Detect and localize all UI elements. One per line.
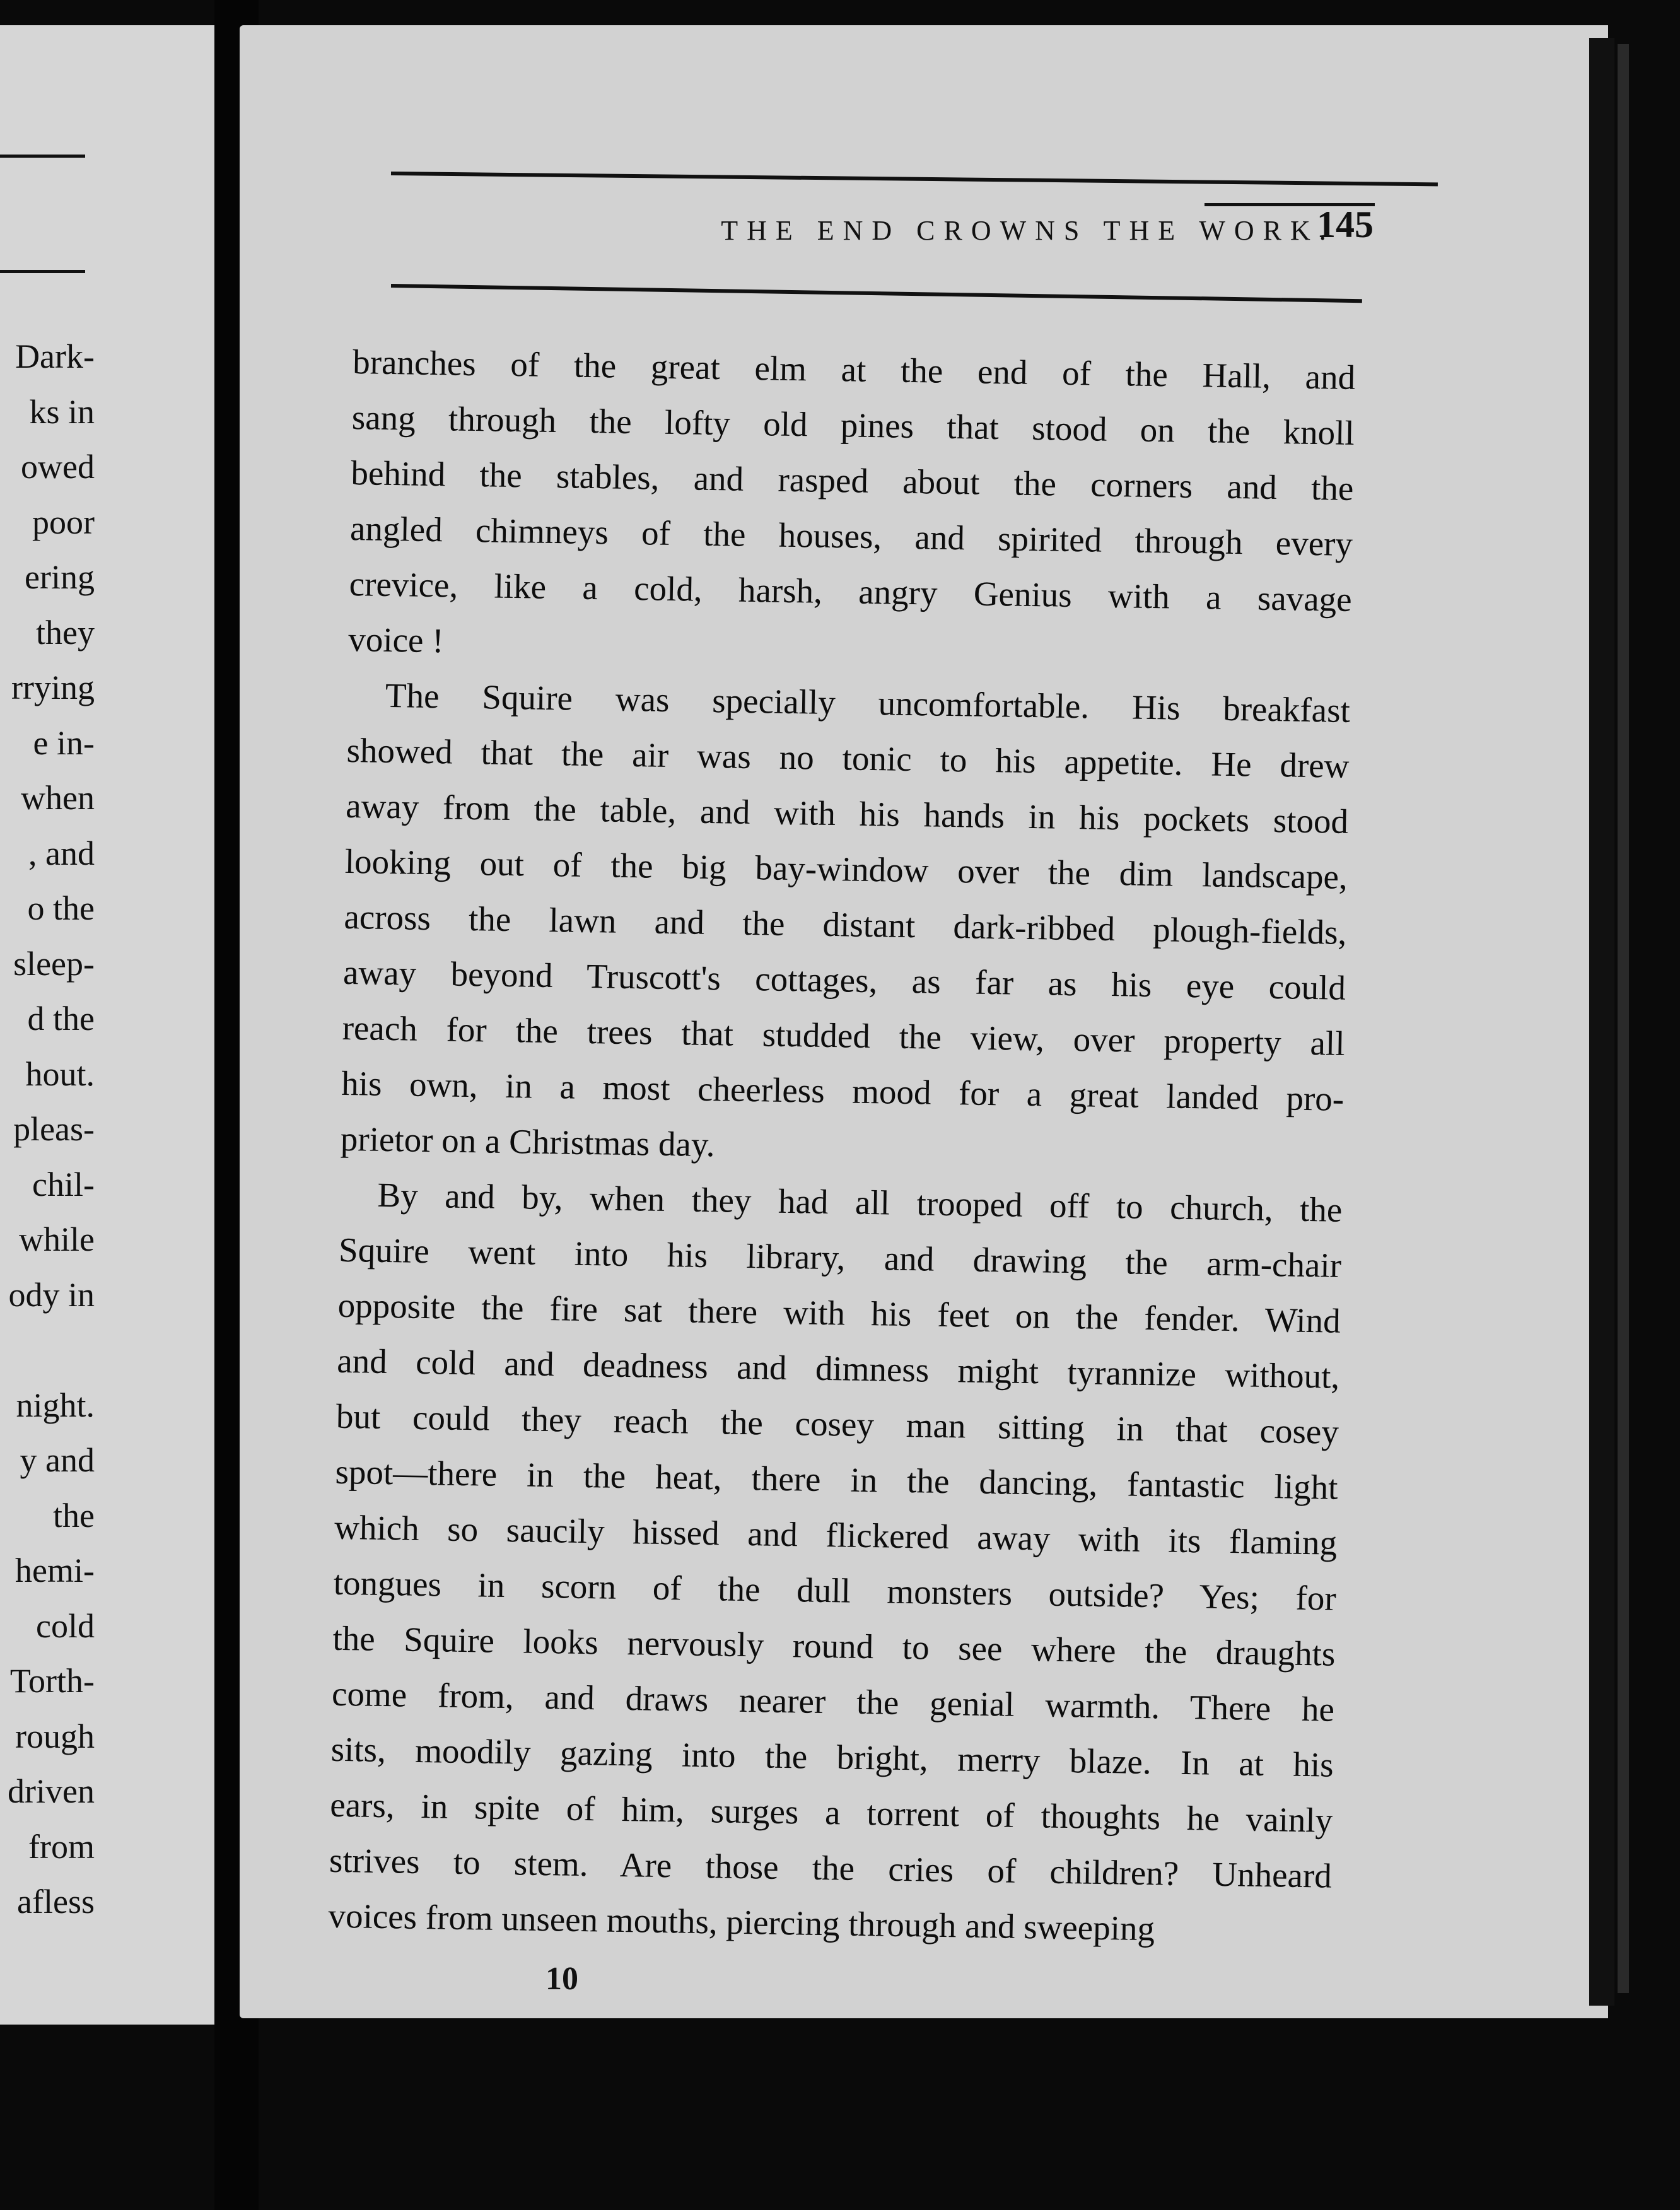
- left-page-line-fragment: hout.: [25, 1055, 95, 1093]
- text-line: angled chimneys of the houses, and spirited through every: [349, 508, 1353, 563]
- left-page-line-fragment: owed: [21, 448, 95, 486]
- left-facing-page: [0, 25, 214, 2025]
- text-line: across the lawn and the distant dark-ribbed plough-fields,: [344, 897, 1347, 952]
- text-line: branches of the great elm at the end of the Hall, and: [352, 342, 1356, 397]
- left-page-line-fragment: rrying: [11, 669, 95, 706]
- text-line: away from the table, and with his hands in his pockets stood: [345, 786, 1349, 841]
- left-page-line-fragment: hemi-: [15, 1552, 95, 1589]
- left-page-rule-bottom: [0, 270, 85, 273]
- running-head: THE END CROWNS THE WORK.: [721, 215, 1335, 246]
- left-page-line-fragment: ody in: [8, 1275, 95, 1314]
- paragraph-2: [340, 667, 1350, 1183]
- right-page: [240, 25, 1608, 2018]
- left-page-line-fragment: sleep-: [13, 944, 95, 983]
- text-line: which so saucily hissed and flickered away with its flaming: [334, 1507, 1338, 1562]
- header-rule-top: [391, 172, 1438, 186]
- text-line: sits, moodily gazing into the bright, merry blaze. In at his: [330, 1729, 1334, 1784]
- text-line: Squire went into his library, and drawing the arm-chair: [338, 1230, 1342, 1285]
- text-line: By and by, when they had all trooped off to church, the: [377, 1175, 1343, 1229]
- left-page-line-fragment: Dark-: [15, 337, 95, 375]
- left-page-line-fragment: driven: [8, 1772, 95, 1810]
- left-page-rule-top: [0, 155, 85, 158]
- left-page-line-fragment: when: [21, 779, 95, 817]
- text-line: strives to stem. Are those the cries of children? Unheard: [329, 1840, 1333, 1895]
- text-line: his own, in a most cheerless mood for a great landed pro-: [341, 1063, 1345, 1118]
- left-page-line-fragment: d the: [27, 1000, 95, 1038]
- page-block-edge-inner: [1618, 44, 1629, 1993]
- left-page-line-fragment: poor: [32, 503, 95, 541]
- page-number: 145: [1317, 204, 1374, 245]
- left-page-line-fragment: cold: [36, 1606, 95, 1645]
- paragraph-1: [348, 334, 1356, 683]
- text-line: prietor on a Christmas day.: [340, 1119, 716, 1164]
- left-page-line-fragment: chil-: [32, 1165, 95, 1203]
- text-line: behind the stables, and rasped about the corners and the: [351, 453, 1354, 508]
- text-line: looking out of the big bay-window over the dim landscape,: [344, 841, 1348, 896]
- text-line: opposite the fire sat there with his feet on the fender. Wind: [337, 1285, 1341, 1340]
- left-page-line-fragment: pleas-: [13, 1110, 95, 1148]
- text-line: voice !: [347, 619, 445, 660]
- text-line: but could they reach the cosey man sitting in that cosey: [335, 1396, 1339, 1451]
- text-line: voices from unseen mouths, piercing through and sweeping: [328, 1896, 1155, 1948]
- left-page-line-fragment: e in-: [33, 723, 95, 762]
- left-page-line-fragment: from: [28, 1827, 95, 1866]
- left-page-line-fragment: ks in: [29, 392, 95, 431]
- signature-mark: 10: [545, 1961, 578, 1997]
- left-page-line-fragment: the: [53, 1496, 95, 1535]
- body-text: [328, 334, 1356, 1960]
- left-page-line-fragment: , and: [28, 834, 95, 872]
- text-line: the Squire looks nervously round to see where the draughts: [332, 1618, 1336, 1673]
- left-page-line-fragment: night.: [16, 1386, 95, 1424]
- left-page-line-fragment: they: [36, 613, 95, 652]
- text-line: sang through the lofty old pines that stood on the knoll: [351, 397, 1355, 452]
- text-line: and cold and deadness and dimness might tyrannize without,: [336, 1341, 1340, 1396]
- text-line: showed that the air was no tonic to his appetite. He drew: [346, 730, 1350, 785]
- text-line: reach for the trees that studded the view, over property all: [342, 1008, 1346, 1063]
- text-line: ears, in spite of him, surges a torrent of thoughts he vainly: [329, 1785, 1333, 1840]
- text-line: spot—there in the heat, there in the dancing, fantastic light: [335, 1452, 1338, 1507]
- left-page-line-fragment: afless: [17, 1883, 95, 1921]
- left-page-line-fragment: ering: [25, 558, 95, 596]
- left-page-line-fragment: y and: [20, 1441, 95, 1479]
- header-rule-bottom: [391, 284, 1362, 303]
- text-line: tongues in scorn of the dull monsters outside? Yes; for: [333, 1563, 1337, 1618]
- text-line: come from, and draws nearer the genial warmth. There he: [331, 1674, 1335, 1729]
- left-page-line-fragment: Torth-: [9, 1662, 95, 1700]
- left-page-line-fragment: o the: [27, 889, 95, 927]
- paragraph-3: [328, 1167, 1343, 1960]
- page-block-edge: [1589, 38, 1614, 2006]
- text-line: The Squire was specially uncomfortable. His breakfast: [385, 675, 1351, 730]
- left-page-line-fragment: rough: [15, 1717, 95, 1755]
- text-line: crevice, like a cold, harsh, angry Genius with a savage: [349, 564, 1353, 619]
- left-page-line-fragment: while: [19, 1220, 95, 1258]
- text-line: away beyond Truscott's cottages, as far as his eye could: [342, 952, 1346, 1007]
